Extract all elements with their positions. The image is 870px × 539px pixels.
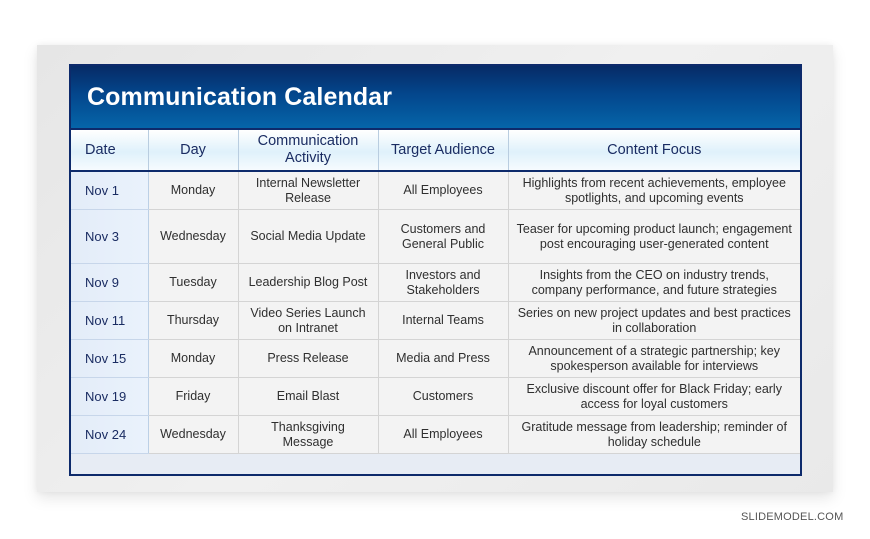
- cell-activity: Email Blast: [238, 378, 378, 416]
- table-row: [71, 264, 800, 302]
- column-header-activity: Communication Activity: [238, 130, 378, 171]
- cell-activity: Press Release: [238, 340, 378, 378]
- calendar-table: [71, 130, 800, 454]
- cell-day: Tuesday: [148, 264, 238, 302]
- cell-audience: Investors and Stakeholders: [378, 264, 508, 302]
- cell-focus: Insights from the CEO on industry trends, company performance, and future strategies: [508, 264, 800, 302]
- cell-audience: Media and Press: [378, 340, 508, 378]
- watermark: SLIDEMODEL.COM: [741, 511, 844, 523]
- table-row: [71, 210, 800, 264]
- cell-date: Nov 15: [71, 340, 148, 378]
- cell-focus: Series on new project updates and best practices in collaboration: [508, 302, 800, 340]
- cell-date: Nov 1: [71, 171, 148, 210]
- column-header-focus: Content Focus: [508, 130, 800, 171]
- cell-day: Wednesday: [148, 210, 238, 264]
- cell-day: Wednesday: [148, 416, 238, 454]
- table-header-row: [71, 130, 800, 171]
- cell-audience: Internal Teams: [378, 302, 508, 340]
- title-band: [71, 66, 800, 130]
- cell-activity: Video Series Launch on Intranet: [238, 302, 378, 340]
- cell-activity: Leadership Blog Post: [238, 264, 378, 302]
- table-row: [71, 416, 800, 454]
- cell-focus: Announcement of a strategic partnership; key spokesperson available for interviews: [508, 340, 800, 378]
- cell-activity: Thanksgiving Message: [238, 416, 378, 454]
- column-header-date: Date: [71, 130, 148, 171]
- cell-focus: Highlights from recent achievements, employee spotlights, and upcoming events: [508, 171, 800, 210]
- cell-audience: Customers and General Public: [378, 210, 508, 264]
- cell-day: Monday: [148, 340, 238, 378]
- cell-audience: All Employees: [378, 416, 508, 454]
- cell-activity: Internal Newsletter Release: [238, 171, 378, 210]
- cell-day: Friday: [148, 378, 238, 416]
- cell-date: Nov 11: [71, 302, 148, 340]
- cell-focus: Teaser for upcoming product launch; engagement post encouraging user-generated content: [508, 210, 800, 264]
- cell-date: Nov 24: [71, 416, 148, 454]
- table-row: [71, 378, 800, 416]
- table-row: [71, 340, 800, 378]
- cell-focus: Exclusive discount offer for Black Friday; early access for loyal customers: [508, 378, 800, 416]
- cell-day: Thursday: [148, 302, 238, 340]
- cell-date: Nov 19: [71, 378, 148, 416]
- cell-day: Monday: [148, 171, 238, 210]
- cell-focus: Gratitude message from leadership; reminder of holiday schedule: [508, 416, 800, 454]
- column-header-day: Day: [148, 130, 238, 171]
- cell-audience: All Employees: [378, 171, 508, 210]
- cell-date: Nov 9: [71, 264, 148, 302]
- cell-audience: Customers: [378, 378, 508, 416]
- calendar-panel: [69, 64, 802, 476]
- cell-date: Nov 3: [71, 210, 148, 264]
- table-row: [71, 171, 800, 210]
- page-title: Communication Calendar: [87, 83, 393, 111]
- table-row: [71, 302, 800, 340]
- column-header-audience: Target Audience: [378, 130, 508, 171]
- cell-activity: Social Media Update: [238, 210, 378, 264]
